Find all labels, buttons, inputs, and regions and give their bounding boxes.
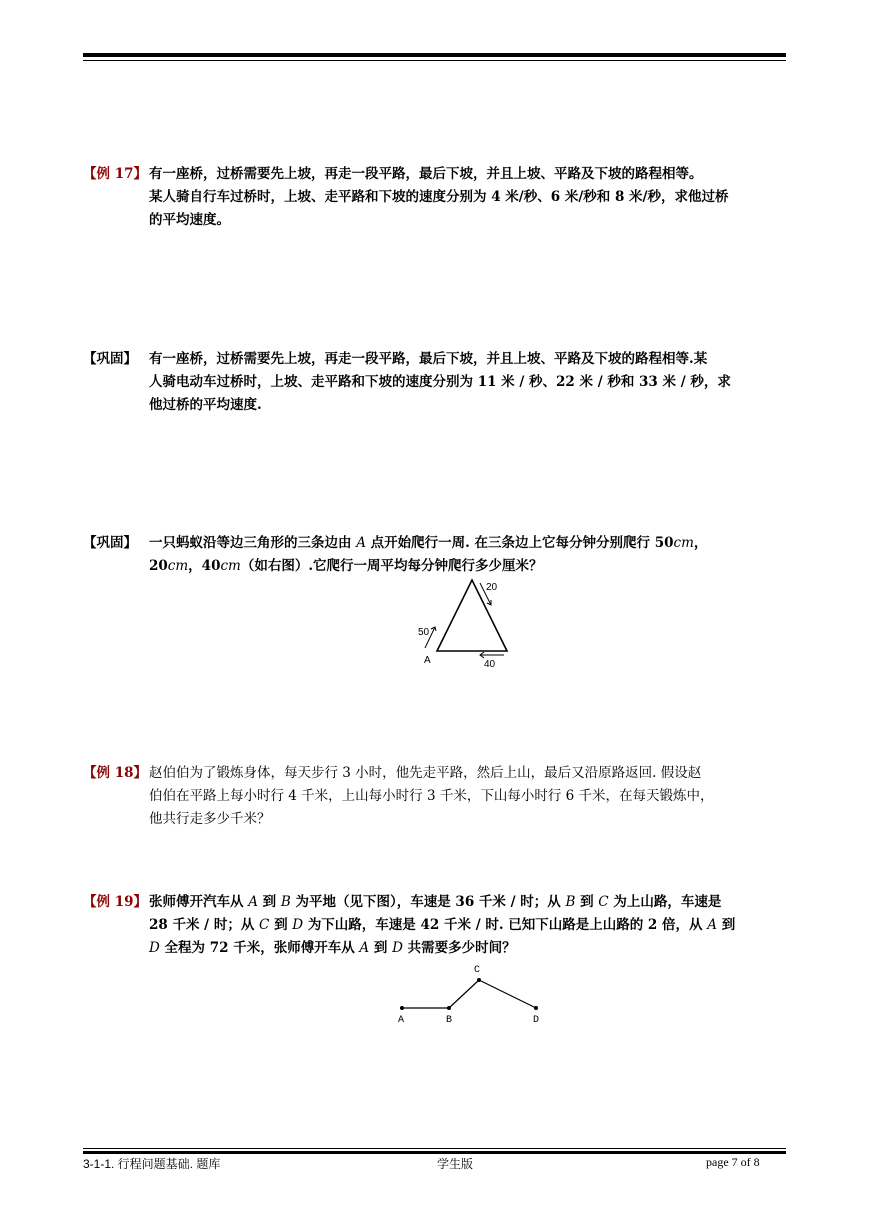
- point-c: [477, 978, 481, 982]
- label-50: 50: [418, 627, 430, 638]
- var-D: D: [292, 917, 304, 933]
- text-run: 到: [721, 917, 736, 933]
- segment-bc: [449, 980, 479, 1008]
- label-a: A: [398, 1015, 405, 1026]
- footer-edition: 学生版: [437, 1157, 474, 1171]
- header-rule-thin: [83, 60, 786, 61]
- text-run: 到: [373, 940, 388, 956]
- unit-cm: cm: [220, 558, 241, 574]
- route-diagram: [392, 958, 552, 1028]
- problem-text: [149, 163, 786, 232]
- text-run: 张师傅开汽车从: [149, 894, 244, 910]
- label-vertex-a: A: [424, 655, 431, 666]
- point-b: [447, 1006, 451, 1010]
- var-D: D: [149, 940, 160, 956]
- var-B: B: [280, 894, 291, 910]
- point-d: [534, 1006, 538, 1010]
- footer-doc-title: 3-1-1. 行程问题基础. 题库: [83, 1157, 221, 1171]
- problem-line: 的平均速度。: [149, 212, 230, 228]
- problem-practice-2: [83, 532, 786, 578]
- point-a: [400, 1006, 404, 1010]
- var-A: A: [356, 535, 366, 551]
- number: 20: [149, 558, 168, 574]
- var-C: C: [598, 894, 609, 910]
- var-D: D: [392, 940, 403, 956]
- problem-line: 有一座桥，过桥需要先上坡，再走一段平路，最后下坡，并且上坡、平路及下坡的路程相等.某: [149, 351, 708, 367]
- var-A: A: [359, 940, 370, 956]
- problem-tag: 【例 17】: [83, 166, 147, 182]
- problem-line: 赵伯伯为了锻炼身体，每天步行 3 小时，他先走平路，然后上山，最后又沿原路返回. 假设赵: [149, 765, 702, 781]
- text-run: 全程为 72 千米，张师傅开车从: [164, 940, 355, 956]
- text-run: ，: [188, 558, 202, 574]
- problem-tag: 【巩固】: [83, 351, 137, 367]
- problem-example-18: [83, 762, 786, 831]
- problem-line: 人骑电动车过桥时，上坡、走平路和下坡的速度分别为 11 米 / 秒、22 米 / 秒和 33 米 / 秒，求: [149, 374, 731, 390]
- problem-line: [149, 891, 786, 914]
- number: 40: [201, 558, 221, 574]
- problem-text: [149, 891, 786, 960]
- var-A: A: [248, 894, 258, 910]
- text-run: 点开始爬行一周. 在三条边上它每分钟分别爬行 50: [370, 535, 674, 551]
- var-B: B: [565, 894, 576, 910]
- problem-example-19: [83, 891, 786, 960]
- problem-line: 有一座桥，过桥需要先上坡，再走一段平路，最后下坡，并且上坡、平路及下坡的路程相等。: [149, 166, 703, 182]
- problem-tag: 【例 18】: [83, 765, 147, 781]
- problem-line: [149, 914, 786, 937]
- problem-line: [149, 937, 786, 960]
- problem-example-17: [83, 163, 786, 232]
- problem-line: 他共行走多少千米？: [149, 811, 271, 827]
- footer-page-number: page 7 of 8: [706, 1155, 760, 1169]
- problem-line: 某人骑自行车过桥时，上坡、走平路和下坡的速度分别为 4 米/秒、6 米/秒和 8 米/秒，求他过桥: [149, 189, 729, 205]
- footer-rule-thick: [83, 1151, 786, 1154]
- text-run: 到: [274, 917, 288, 933]
- text-run: 为平地（见下图），车速是 36 千米 / 时；从: [295, 894, 561, 910]
- problem-text: [149, 532, 786, 578]
- problem-tag: 【巩固】: [83, 535, 137, 551]
- problem-line: 伯伯在平路上每小时行 4 千米，上山每小时行 3 千米，下山每小时行 6 千米，在每天锻炼中，: [149, 788, 714, 804]
- text-run: 为上山路，车速是: [613, 894, 722, 910]
- text-run: （如右图）.它爬行一周平均每分钟爬行多少厘米？: [240, 558, 543, 574]
- unit-cm: cm: [167, 558, 189, 574]
- problem-tag: 【例 19】: [83, 894, 147, 910]
- problem-text: [149, 348, 786, 417]
- var-C: C: [259, 917, 270, 933]
- label-d: D: [533, 1015, 540, 1026]
- var-A: A: [707, 917, 717, 933]
- text-run: 到: [580, 894, 594, 910]
- problem-line: 他过桥的平均速度.: [149, 397, 262, 413]
- text-run: 共需要多少时间？: [407, 940, 516, 956]
- label-40: 40: [484, 659, 496, 670]
- label-b: B: [446, 1015, 453, 1026]
- triangle-diagram: [410, 574, 520, 672]
- text-run: ，: [693, 535, 708, 551]
- problem-line: [149, 532, 786, 555]
- problem-practice-1: [83, 348, 786, 417]
- text-run: 28 千米 / 时；从: [149, 917, 255, 933]
- footer-rule-thin: [83, 1148, 786, 1149]
- label-c: C: [474, 965, 481, 976]
- segment-cd: [479, 980, 536, 1008]
- label-20: 20: [486, 582, 498, 593]
- text-run: 到: [262, 894, 277, 910]
- header-rule-thick: [83, 53, 786, 57]
- problem-text: [149, 762, 786, 831]
- text-run: 为下山路，车速是 42 千米 / 时. 已知下山路是上山路的 2 倍，从: [307, 917, 703, 933]
- text-run: 一只蚂蚁沿等边三角形的三条边由: [149, 535, 352, 551]
- unit-cm: cm: [673, 535, 694, 551]
